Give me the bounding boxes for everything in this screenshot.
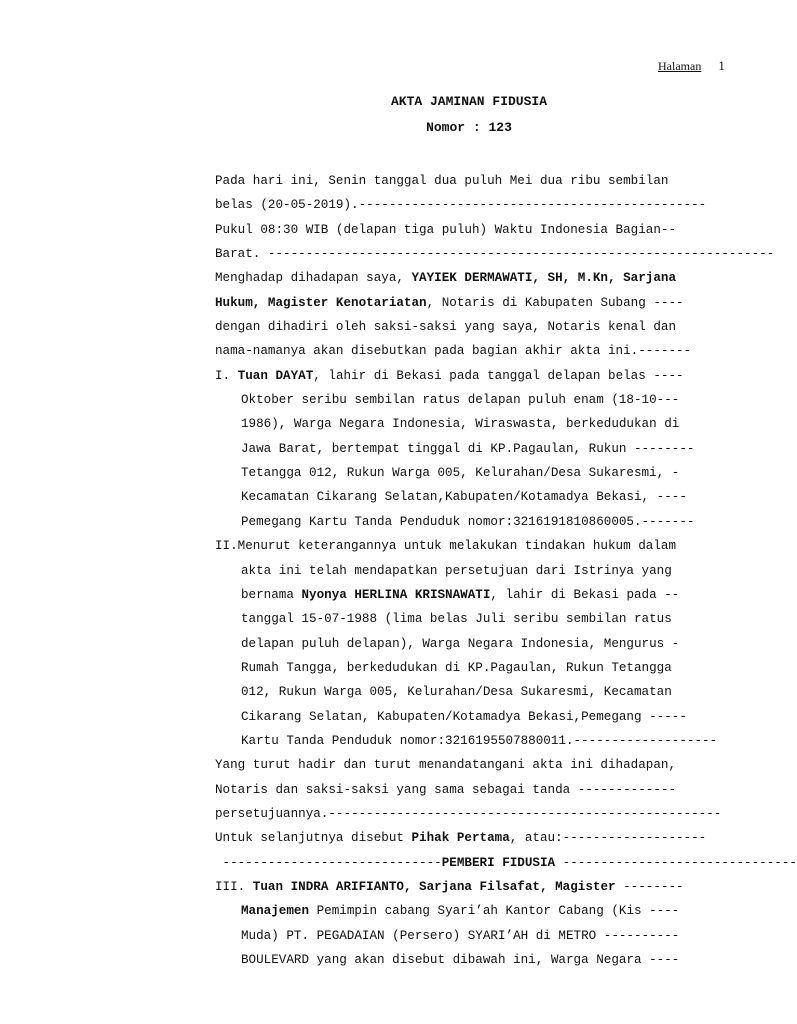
text-segment: tanggal 15-07-1988 (lima belas Juli seribu sembilan ratus xyxy=(241,612,672,627)
bold-text: Manajemen xyxy=(241,904,310,919)
text-line xyxy=(215,705,725,729)
text-segment: BOULEVARD yang akan disebut dibawah ini, Warga Negara ---- xyxy=(241,953,680,967)
text-segment: Tetangga 012, Rukun Warga 005, Kelurahan/Desa Sukaresmi, - xyxy=(241,466,680,481)
page-label: Halaman xyxy=(658,59,702,73)
text-segment: delapan puluh delapan), Warga Negara Indonesia, Mengurus - xyxy=(241,636,680,651)
text-line xyxy=(215,656,725,680)
text-line xyxy=(215,339,725,363)
bold-text: PEMBERI FIDUSIA xyxy=(441,855,556,870)
text-segment: Muda) PT. PEGADAIAN (Persero) SYARI’AH di METRO ---------- xyxy=(241,928,680,943)
text-line xyxy=(215,193,725,217)
text-line xyxy=(215,851,797,875)
text-line xyxy=(215,899,725,923)
text-segment: Kartu Tanda Penduduk nomor:3216195507880011.------------------- xyxy=(241,733,718,748)
text-segment: Kecamatan Cikarang Selatan,Kabupaten/Kotamadya Bekasi, ---- xyxy=(241,490,687,505)
text-segment: Yang turut hadir dan turut menandatangani akta ini dihadapan, xyxy=(215,758,677,773)
text-segment: bernama xyxy=(241,587,302,602)
text-segment: , lahir di Bekasi pada tanggal delapan belas ---- xyxy=(313,368,684,383)
bold-text: Nyonya HERLINA KRISNAWATI xyxy=(301,587,491,602)
text-segment: Notaris dan saksi-saksi yang sama sebagai tanda ------------- xyxy=(215,782,677,797)
text-line xyxy=(215,437,725,461)
bold-text: Tuan INDRA ARIFIANTO, Sarjana Filsafat, Magister xyxy=(252,879,616,894)
text-segment: II.Menurut keterangannya untuk melakukan tindakan hukum dalam xyxy=(215,539,677,554)
text-segment: belas (20-05-2019).---------------------------------------------- xyxy=(215,198,707,213)
text-segment: 012, Rukun Warga 005, Kelurahan/Desa Sukaresmi, Kecamatan xyxy=(241,685,672,700)
bold-text: Tuan DAYAT xyxy=(237,368,314,383)
text-line xyxy=(215,218,725,242)
text-line xyxy=(215,510,725,534)
text-line xyxy=(215,364,725,388)
text-segment: Jawa Barat, bertempat tinggal di KP.Pagaulan, Rukun -------- xyxy=(241,441,695,456)
text-segment: Untuk selanjutnya disebut xyxy=(215,831,412,846)
text-line xyxy=(215,242,775,266)
text-line xyxy=(215,948,725,972)
bold-text: Pihak Pertama xyxy=(411,831,510,846)
text-segment: Cikarang Selatan, Kabupaten/Kotamadya Bekasi,Pemegang ----- xyxy=(241,709,687,724)
bold-text: Hukum, Magister Kenotariatan xyxy=(215,295,427,310)
text-segment: Pada hari ini, Senin tanggal dua puluh Mei dua ribu sembilan xyxy=(215,174,669,188)
text-segment: , lahir di Bekasi pada -- xyxy=(490,587,680,602)
text-line xyxy=(215,875,725,899)
text-segment: persetujuannya.---------------------------------------------------- xyxy=(215,806,722,821)
deed-body xyxy=(215,169,797,972)
text-segment: , atau:------------------- xyxy=(509,831,707,846)
text-segment: Barat. ------------------------------------------------------------------- xyxy=(215,247,775,262)
text-line xyxy=(215,559,725,583)
text-segment: Oktober seribu sembilan ratus delapan puluh enam (18-10--- xyxy=(241,393,680,408)
text-line xyxy=(215,729,725,753)
text-line xyxy=(215,632,725,656)
text-segment: akta ini telah mendapatkan persetujuan dari Istrinya yang xyxy=(241,563,672,578)
text-line xyxy=(215,291,725,315)
text-segment: dengan dihadiri oleh saksi-saksi yang saya, Notaris kenal dan xyxy=(215,320,677,335)
text-segment: nama-namanya akan disebutkan pada bagian akhir akta ini.------- xyxy=(215,344,692,359)
text-line xyxy=(215,169,725,193)
text-segment: Menghadap dihadapan saya, xyxy=(215,271,412,286)
document-number: Nomor : 123 xyxy=(426,120,512,135)
text-line xyxy=(215,266,725,290)
text-segment: Pemimpin cabang Syari’ah Kantor Cabang (Kis ---- xyxy=(309,904,680,919)
text-line xyxy=(215,802,725,826)
text-segment: III. xyxy=(215,879,253,894)
text-segment: -------- xyxy=(615,879,684,894)
text-segment: ------------------------------- xyxy=(555,855,797,870)
text-segment: 1986), Warga Negara Indonesia, Wiraswasta, berkedudukan di xyxy=(241,417,680,432)
text-line xyxy=(215,388,725,412)
bold-text: YAYIEK DERMAWATI, SH, M.Kn, Sarjana xyxy=(411,271,677,286)
text-line xyxy=(215,826,725,850)
text-segment: Rumah Tangga, berkedudukan di KP.Pagaulan, Rukun Tetangga xyxy=(241,660,672,675)
text-line xyxy=(215,315,725,339)
text-line xyxy=(215,485,725,509)
text-segment: Pemegang Kartu Tanda Penduduk nomor:3216191810860005.------- xyxy=(241,514,695,529)
text-line xyxy=(215,607,725,631)
text-segment: I. xyxy=(215,368,238,383)
text-line xyxy=(215,461,725,485)
page-number-value: 1 xyxy=(718,58,725,73)
text-line xyxy=(215,680,725,704)
text-segment: , Notaris di Kabupaten Subang ---- xyxy=(426,295,684,310)
document-title: AKTA JAMINAN FIDUSIA xyxy=(390,94,548,109)
text-line xyxy=(215,778,725,802)
text-line xyxy=(215,412,725,436)
text-line xyxy=(215,924,725,948)
text-segment: ----------------------------- xyxy=(215,855,442,870)
text-line xyxy=(215,534,725,558)
text-segment: Pukul 08:30 WIB (delapan tiga puluh) Waktu Indonesia Bagian-- xyxy=(215,222,677,237)
page-number xyxy=(658,58,725,74)
text-line xyxy=(215,753,725,777)
text-line xyxy=(215,583,725,607)
